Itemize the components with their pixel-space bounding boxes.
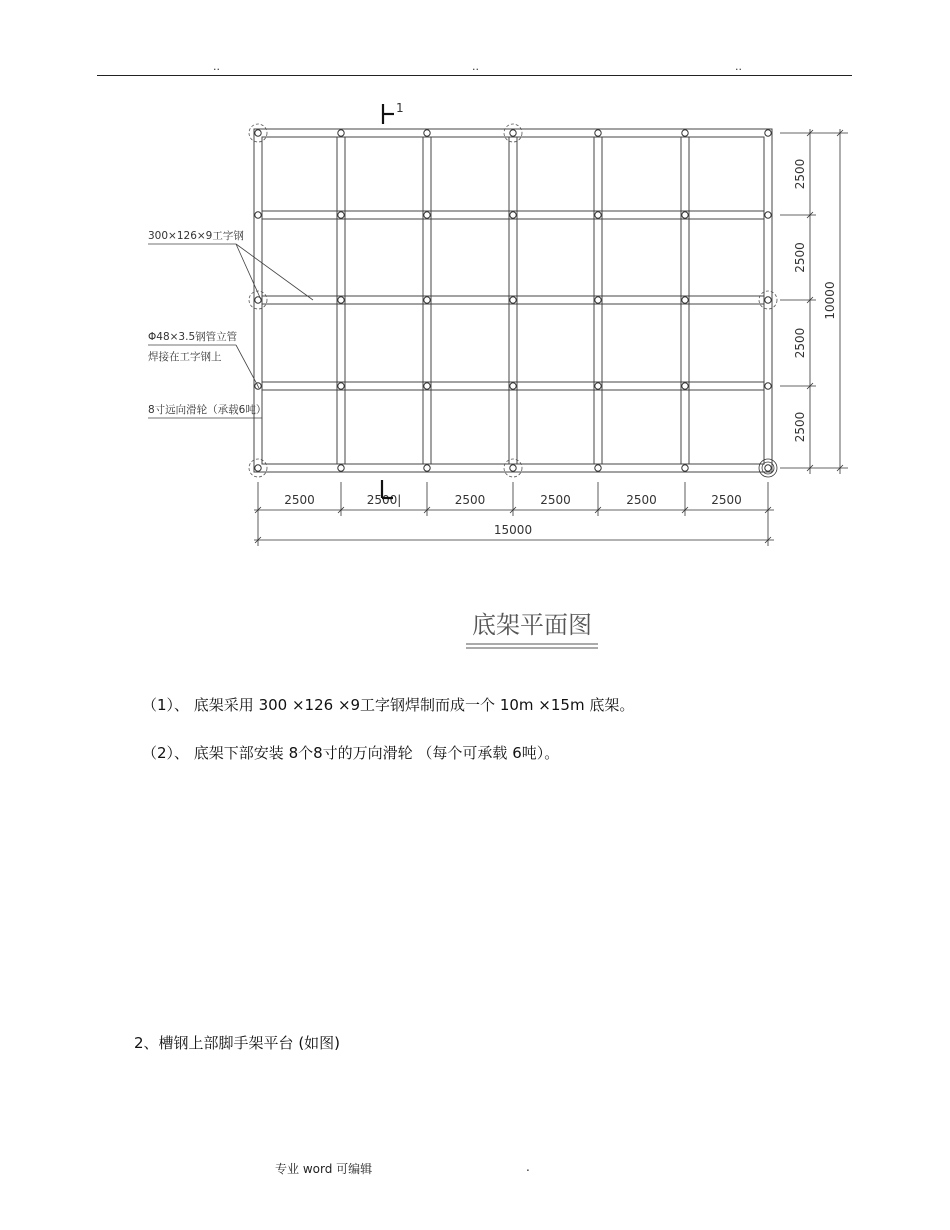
beam-label: 300×126×9工字钢 <box>148 230 244 242</box>
x-dimension-label: 2500| <box>366 493 402 507</box>
node-circle <box>765 297 771 303</box>
node-circle <box>682 297 688 303</box>
node-circle <box>255 465 261 471</box>
node-circle <box>510 130 516 136</box>
section-marker-number: 1 <box>396 101 404 115</box>
node-circle <box>682 212 688 218</box>
pipe-label-line1: Φ48×3.5钢管立管 <box>148 331 238 343</box>
paragraph-item-1: （1）、 底架采用 300 ×126 ×9工字钢焊制而成一个 10m ×15m 底架。 <box>142 696 635 714</box>
x-dimension-label: 2500 <box>711 493 742 507</box>
node-circle <box>765 465 771 471</box>
node-circle <box>510 383 516 389</box>
dimension-text <box>284 159 837 537</box>
x-total-dimension-label: 15000 <box>493 523 533 537</box>
node-circle <box>595 465 601 471</box>
node-circle <box>510 465 516 471</box>
wheel-label: 8寸远向滑轮（承载6吨） <box>148 404 267 416</box>
node-circle <box>510 212 516 218</box>
section-heading-2: 2、槽钢上部脚手架平台 (如图) <box>134 1034 341 1052</box>
header-mark-center: .. <box>472 60 479 73</box>
node-circle <box>595 130 601 136</box>
node-circle <box>424 130 430 136</box>
node-circle <box>510 297 516 303</box>
header-mark-right: .. <box>735 60 742 73</box>
y-dimension-label: 2500 <box>793 411 807 443</box>
x-dimension-label: 2500 <box>454 493 486 507</box>
x-dimension-label: 2500 <box>540 493 571 507</box>
pipe-label-line2: 焊接在工字钢上 <box>148 351 222 363</box>
node-circle <box>765 130 771 136</box>
node-circle <box>682 383 688 389</box>
node-circle <box>338 130 344 136</box>
node-circle <box>424 212 430 218</box>
node-circle <box>595 383 601 389</box>
node-circles <box>255 130 771 471</box>
node-circle <box>765 383 771 389</box>
node-circle <box>424 465 430 471</box>
footer-dot: . <box>526 1160 530 1174</box>
header-mark-left: .. <box>213 60 220 73</box>
x-dimension-label: 2500 <box>626 493 657 507</box>
y-dimension-label: 2500 <box>793 327 807 359</box>
node-circle <box>338 383 344 389</box>
node-circle <box>338 297 344 303</box>
node-circle <box>682 130 688 136</box>
x-dimension-label: 2500 <box>284 493 315 507</box>
node-circle <box>595 212 601 218</box>
node-circle <box>338 212 344 218</box>
footer-note: 专业 word 可编辑 <box>275 1162 373 1176</box>
node-circle <box>682 465 688 471</box>
node-circle <box>424 383 430 389</box>
node-circle <box>338 465 344 471</box>
y-total-dimension-label: 10000 <box>823 281 837 320</box>
dimension-lines <box>254 129 848 546</box>
node-circle <box>765 212 771 218</box>
node-circle <box>424 297 430 303</box>
paragraph-item-2: （2）、 底架下部安装 8个8寸的万向滑轮 （每个可承载 6吨）。 <box>142 744 560 762</box>
node-circle <box>595 297 601 303</box>
y-dimension-label: 2500 <box>793 242 807 273</box>
node-circle <box>255 212 261 218</box>
node-circle <box>255 130 261 136</box>
section-marker-top <box>383 104 394 124</box>
drawing-title: 底架平面图 <box>472 611 592 639</box>
y-dimension-label: 2500 <box>793 158 807 190</box>
